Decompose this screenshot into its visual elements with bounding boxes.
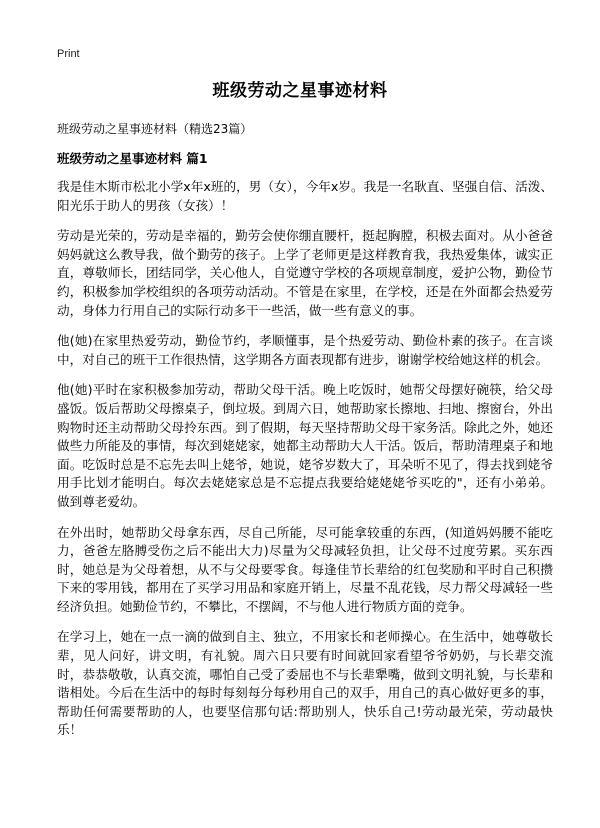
document-body [57,178,553,752]
document-subtitle: 班级劳动之星事迹材料（精选23篇） [57,122,253,136]
paragraph-study-life: 在学习上，她在一点一滴的做到自主、独立，不用家长和老师操心。在生活中，她尊敬长辈，见人问好，讲文明，有礼貌。周六日只要有时间就回家看望爷爷奶奶，与长辈交流时，恭恭敬敬，认真交流，哪怕自己受了委屈也不与长辈犟嘴，做到文明礼貌，与长辈和谐相处。今后在生活中的每时每刻每分每秒用自己的双手，用自己的真心做好更多的事，帮助任何需要帮助的人，也要坚信那句话:帮助别人，快乐自己!劳动最光荣，劳动最快乐！ [57,629,553,738]
paragraph-intro: 我是佳木斯市松北小学x年x班的，男（女），今年x岁。我是一名耿直、坚强自信、活泼、阳光乐于助人的男孩（女孩）！ [57,179,553,213]
paragraph-outing: 在外出时，她帮助父母拿东西，尽自己所能，尽可能拿较重的东西，(知道妈妈腰不能吃力，爸爸左胳膊受伤之后不能出大力)尽量为父母减轻负担，让父母不过度劳累。买东西时，她总是为父母着想，从不与父母要零食。每逢佳节长辈给的红包奖励和平时自己积攒下来的零用钱，都用在了买学习用品和家庭开销上，尽量不乱花钱，尽力帮父母减轻一些经济负担。她勤俭节约，不攀比，不摆阔，不与他人进行物质方面的竞争。 [57,524,553,614]
paragraph-housework: 他(她)平时在家积极参加劳动，帮助父母干活。晚上吃饭时，她帮父母摆好碗筷，给父母盛饭。饭后帮助父母擦桌子，倒垃圾。到周六日，她帮助家长擦地、扫地、擦窗台，外出购物时还主动帮助父母拎东西。到了假期，每天坚持帮助父母干家务活。除此之外，她还做些力所能及的事情，每次到姥姥家，她都主动帮助大人干活。饭后，帮助清理桌子和地面。吃饭时总是不忘先去叫上姥爷，她说，姥爷岁数大了，耳朵听不见了，得去找到姥爷用手比划才能明白。每次去姥姥家总是不忘提点我要给姥姥姥爷买吃的"，还有小弟弟。做到尊老爱幼。 [57,382,553,509]
document-title: 班级劳动之星事迹材料 [212,81,388,101]
paragraph-labor-glory: 劳动是光荣的，劳动是幸福的，勤劳会使你绷直腰杆，挺起胸膛，积极去面对。从小爸爸妈妈就这么教导我，做个勤劳的孩子。上学了老师更是这样教育我，我热爱集体，诚实正直，尊敬师长，团结同学，关心他人，自觉遵守学校的各项规章制度，爱护公物，勤俭节约，积极参加学校组织的各项劳动活动。不管是在家里，在学校，还是在外面都会热爱劳动，身体力行用自己的实际行动多干一些活，做一些有意义的事。 [57,228,553,318]
paragraph-home-frugal: 他(她)在家里热爱劳动，勤俭节约，孝顺懂事，是个热爱劳动、勤俭朴素的孩子。在言谈中，对自己的班干工作很热情，这学期各方面表现都有进步，谢谢学校给她这样的机会。 [57,333,553,367]
section-heading: 班级劳动之星事迹材料 篇1 [57,151,208,166]
print-label: Print [57,48,80,60]
